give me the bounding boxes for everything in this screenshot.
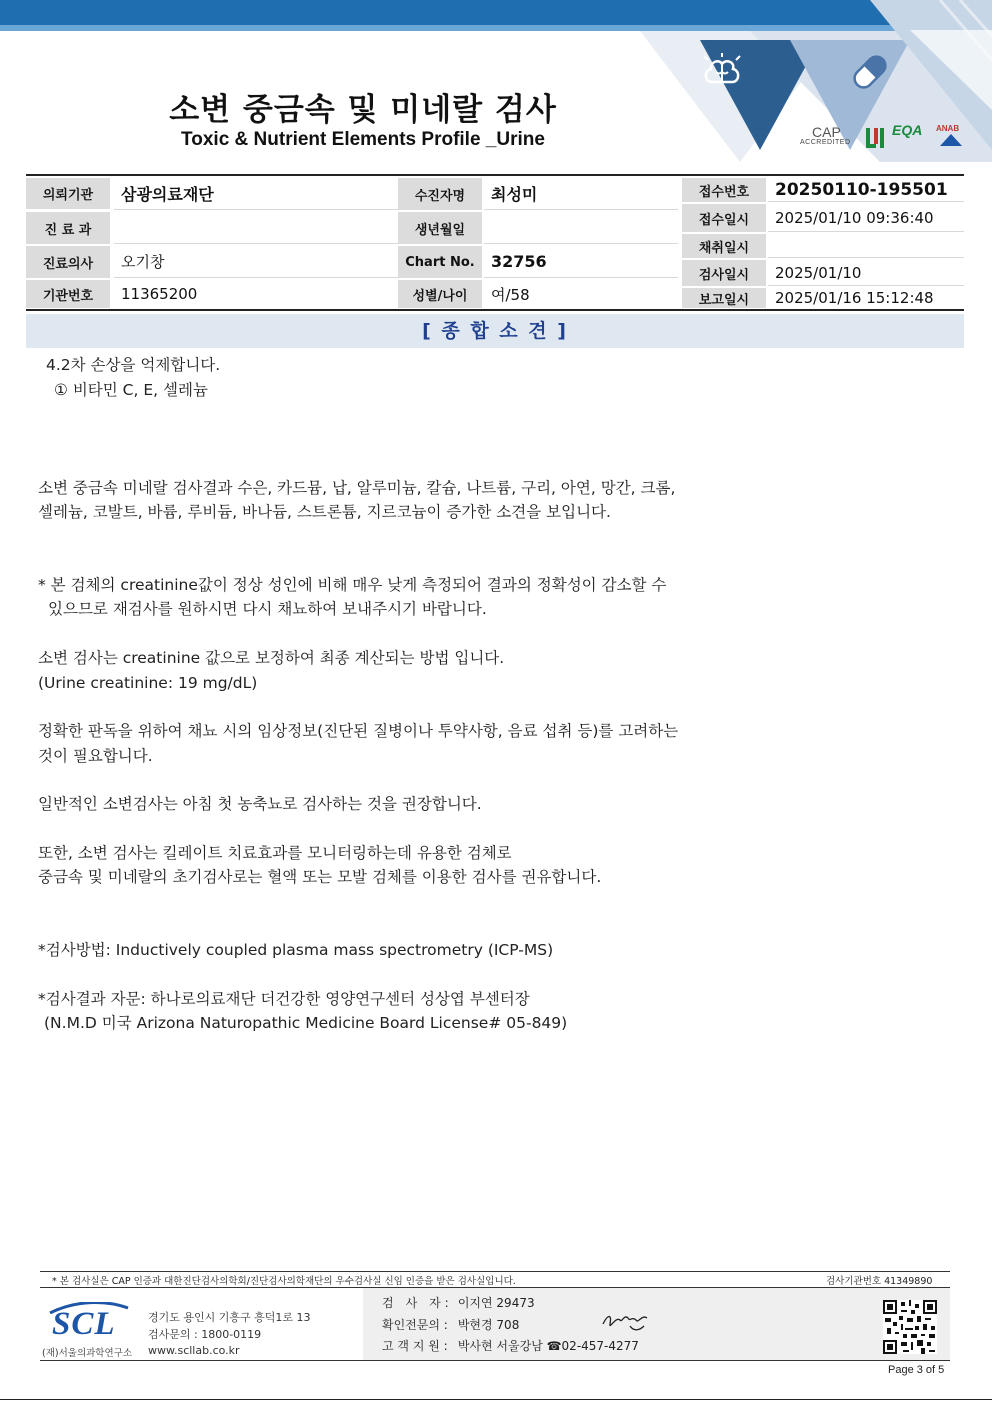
summary-line: *검사결과 자문: 하나로의료재단 더건강한 영양연구센터 성상엽 부센터장 bbox=[38, 990, 530, 1008]
value-chart-no: 32756 bbox=[484, 246, 678, 278]
value-birth bbox=[484, 212, 678, 244]
summary-line: 중금속 및 미네랄의 초기검사로는 혈액 또는 모발 검체를 이용한 검사를 권유합니다. bbox=[38, 868, 602, 886]
label-doctor: 진료의사 bbox=[26, 246, 110, 278]
staff-value: 박현경 708 bbox=[457, 1318, 520, 1332]
label-test-date: 검사일시 bbox=[682, 260, 766, 286]
label-institution: 의뢰기관 bbox=[26, 178, 110, 210]
summary-line: 일반적인 소변검사는 아침 첫 농축뇨로 검사하는 것을 권장합니다. bbox=[38, 795, 482, 813]
summary-line: 소변 검사는 creatinine 값으로 보정하여 최종 계산되는 방법 입니다. bbox=[38, 649, 505, 667]
summary-line: * 본 검체의 creatinine값이 정상 성인에 비해 매우 낮게 측정되어 결과의 정확성이 감소할 수 bbox=[38, 576, 667, 594]
scl-org-name: (재)서울의과학연구소 bbox=[42, 1348, 133, 1359]
summary-line: 또한, 소변 검사는 킬레이트 치료효과를 모니터링하는데 유용한 검체로 bbox=[38, 844, 512, 862]
capsule-icon bbox=[846, 48, 894, 96]
summary-line: ① 비타민 C, E, 셀레늄 bbox=[54, 381, 208, 399]
value-doctor: 오기창 bbox=[114, 246, 414, 278]
summary-line: (Urine creatinine: 19 mg/dL) bbox=[38, 674, 258, 692]
value-inst-no: 11365200 bbox=[121, 285, 198, 303]
value-collect-date bbox=[768, 234, 964, 258]
staff-row-support bbox=[382, 1337, 639, 1354]
label-inst-no: 기관번호 bbox=[26, 280, 110, 308]
label-birth: 생년월일 bbox=[398, 212, 482, 244]
summary-line: 정확한 판독을 위하여 채뇨 시의 임상정보(진단된 질병이나 투약사항, 음료 섭취 등)를 고려하는 bbox=[38, 722, 679, 740]
summary-line: 소변 중금속 미네랄 검사결과 수은, 카드뮴, 납, 알루미늄, 칼슘, 나트륨, 구리, 아연, 망간, 크롬, bbox=[38, 479, 676, 497]
summary-section-title: [ 종 합 소 견 ] bbox=[26, 314, 964, 348]
footer-divider bbox=[40, 1360, 950, 1361]
value-patient: 최성미 bbox=[484, 178, 678, 210]
footer-address: 경기도 용인시 기흥구 흥덕1로 13 bbox=[148, 1311, 311, 1324]
label-receipt-no: 접수번호 bbox=[682, 178, 766, 202]
value-report-date: 2025/01/16 15:12:48 bbox=[775, 289, 934, 307]
value-sex-age: 여/58 bbox=[491, 285, 530, 304]
label-collect-date: 채취일시 bbox=[682, 234, 766, 258]
label-patient: 수진자명 bbox=[398, 178, 482, 210]
scl-logo bbox=[46, 1302, 130, 1340]
info-table-divider bbox=[26, 309, 964, 311]
staff-row-tester bbox=[382, 1294, 535, 1311]
staff-value: 박사현 서울강남 ☎02-457-4277 bbox=[457, 1339, 639, 1353]
staff-label: 고 객 지 원 : bbox=[382, 1339, 448, 1353]
anab-logo bbox=[936, 122, 966, 148]
signature-icon bbox=[600, 1308, 650, 1334]
summary-line: 것이 필요합니다. bbox=[38, 747, 153, 765]
page-bottom-border bbox=[0, 1399, 992, 1400]
lm-logo bbox=[865, 124, 887, 150]
label-department: 진 료 과 bbox=[26, 212, 110, 244]
value-test-date: 2025/01/10 bbox=[768, 260, 964, 286]
header-divider bbox=[26, 174, 964, 176]
summary-line: 4.2차 손상을 억제합니다. bbox=[46, 356, 221, 374]
footer-note: * 본 검사실은 CAP 인증과 대한진단검사의학회/진단검사의학재단의 우수검사실 신임 인증을 받은 검사실입니다. bbox=[52, 1276, 516, 1287]
summary-line: *검사방법: Inductively coupled plasma mass spectrometry (ICP-MS) bbox=[38, 941, 554, 959]
report-title: 소변 중금속 및 미네랄 검사 bbox=[169, 92, 557, 128]
eqa-logo bbox=[890, 122, 932, 148]
eqa-logo-text: EQA bbox=[892, 122, 923, 138]
value-receipt-date: 2025/01/10 09:36:40 bbox=[768, 204, 964, 232]
summary-line: 있으므로 재검사를 원하시면 다시 채뇨하여 보내주시기 바랍니다. bbox=[48, 600, 487, 618]
value-institution: 삼광의료재단 bbox=[114, 178, 414, 210]
qr-code-icon bbox=[883, 1300, 937, 1354]
staff-row-specialist bbox=[382, 1316, 519, 1333]
label-report-date: 보고일시 bbox=[682, 288, 766, 308]
value-department bbox=[114, 212, 414, 244]
summary-line: 셀레늄, 코발트, 바륨, 루비듐, 바나듐, 스트론튬, 지르코늄이 증가한 소견을 보입니다. bbox=[38, 503, 611, 521]
cap-logo-subtext: ACCREDITED bbox=[800, 139, 851, 146]
cap-logo bbox=[800, 124, 862, 150]
label-chart-no: Chart No. bbox=[398, 246, 482, 278]
scl-logo-text: SCL bbox=[52, 1306, 116, 1342]
summary-line: (N.M.D 미국 Arizona Naturopathic Medicine Board License# 05-849) bbox=[44, 1014, 568, 1032]
value-receipt-no: 20250110-195501 bbox=[768, 178, 964, 202]
label-receipt-date: 접수일시 bbox=[682, 204, 766, 232]
patient-info-table bbox=[26, 178, 964, 311]
staff-label: 확인전문의 : bbox=[382, 1318, 448, 1332]
anab-logo-text: ANAB bbox=[936, 124, 960, 133]
anab-mark-icon bbox=[940, 134, 962, 146]
label-sex-age: 성별/나이 bbox=[398, 280, 482, 308]
page-number: Page 3 of 5 bbox=[888, 1364, 945, 1376]
footer-website[interactable]: www.scllab.co.kr bbox=[148, 1344, 240, 1357]
footer-divider bbox=[40, 1271, 950, 1272]
report-subtitle: Toxic & Nutrient Elements Profile _Urine bbox=[181, 129, 545, 150]
staff-value: 이지연 29473 bbox=[457, 1296, 535, 1310]
staff-label: 검 사 자 : bbox=[382, 1296, 449, 1310]
cap-logo-text: CAP bbox=[812, 124, 841, 140]
footer-inquiry: 검사문의 : 1800-0119 bbox=[148, 1328, 262, 1341]
footer-lab-number: 검사기관번호 41349890 bbox=[826, 1276, 933, 1287]
